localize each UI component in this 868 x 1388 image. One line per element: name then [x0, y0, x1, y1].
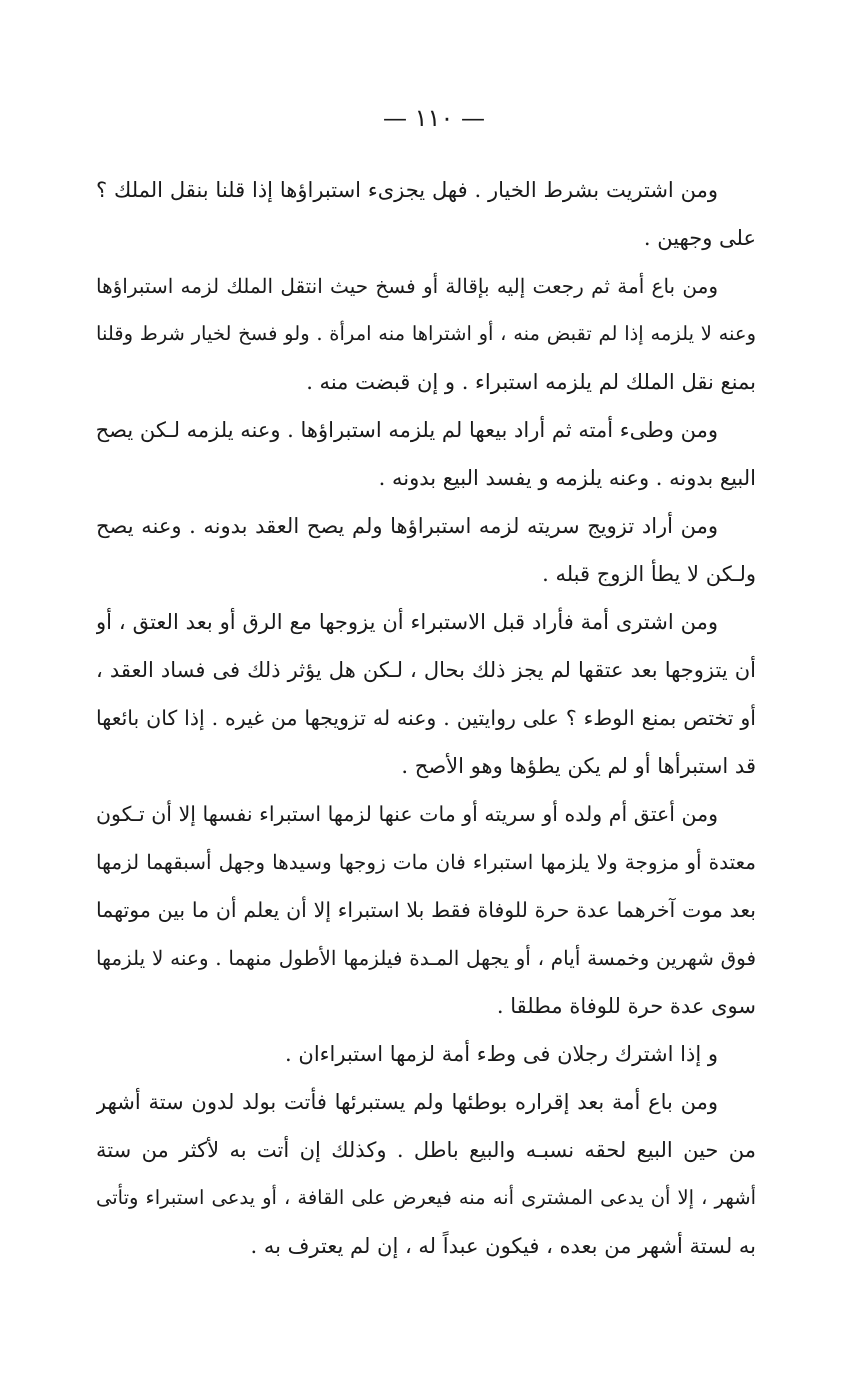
text-line: سوى عدة حرة للوفاة مطلقا . [496, 994, 756, 1018]
text-line: ومن وطىء أمته ثم أراد بيعها لم يلزمه استبراؤها . وعنه يلزمه لـكن يصح [96, 418, 718, 442]
body-text [96, 166, 756, 1270]
text-line: على وجهين . [643, 226, 756, 250]
text-line: البيع بدونه . وعنه يلزمه و يفسد البيع بدونه . [378, 466, 756, 490]
text-line: ولـكن لا يطأ الزوج قبله . [542, 562, 756, 586]
text-line: قد استبرأها أو لم يكن يطؤها وهو الأصح . [401, 754, 756, 778]
text-line: من حين البيع لحقه نسبـه والبيع باطل . وكذلك إن أتت به لأكثر من ستة [96, 1138, 756, 1162]
text-line: أو تختص بمنع الوطء ؟ على روايتين . وعنه له تزويجها من غيره . إذا كان بائعها [96, 706, 756, 730]
text-line: أن يتزوجها بعد عتقها لم يجز ذلك بحال ، لـكن هل يؤثر ذلك فى فساد العقد ، [96, 658, 756, 682]
text-line: فوق شهرين وخمسة أيام ، أو يجهل المـدة فيلزمها الأطول منهما . وعنه لا يلزمها [96, 946, 756, 970]
text-line: ومن أعتق أم ولده أو سريته أو مات عنها لزمها استبراء نفسها إلا أن تـكون [96, 802, 718, 826]
text-line: و إذا اشترك رجلان فى وطء أمة لزمها استبراءان . [285, 1042, 718, 1066]
text-line: به لستة أشهر من بعده ، فيكون عبداً له ، إن لم يعترف به . [250, 1234, 756, 1258]
text-line: معتدة أو مزوجة ولا يلزمها استبراء فان مات زوجها وسيدها وجهل أسبقهما لزمها [96, 850, 756, 874]
text-line: ومن أراد تزويج سريته لزمه استبراؤها ولم يصح العقد بدونه . وعنه يصح [96, 514, 718, 538]
text-line: أشهر ، إلا أن يدعى المشترى أنه منه فيعرض على القافة ، أو يدعى استبراء وتأتى [96, 1186, 756, 1209]
text-line: بعد موت آخرهما عدة حرة للوفاة فقط بلا استبراء إلا أن يعلم أن ما بين موتهما [96, 898, 756, 922]
text-line: بمنع نقل الملك لم يلزمه استبراء . و إن قبضت منه . [306, 370, 756, 394]
text-line: ومن باع أمة بعد إقراره بوطئها ولم يستبرئها فأتت بولد لدون ستة أشهر [96, 1090, 718, 1114]
page-number: — ١١٠ — [383, 104, 485, 132]
text-line: ومن اشتريت بشرط الخيار . فهل يجزىء استبراؤها إذا قلنا بنقل الملك ؟ [96, 178, 718, 202]
text-line: ومن اشترى أمة فأراد قبل الاستبراء أن يزوجها مع الرق أو بعد العتق ، أو [96, 610, 718, 634]
text-line: ومن باع أمة ثم رجعت إليه بإقالة أو فسخ حيث انتقل الملك لزمه استبراؤها [96, 274, 718, 298]
text-line: وعنه لا يلزمه إذا لم تقبض منه ، أو اشتراها منه امرأة . ولو فسخ لخيار شرط وقلنا [96, 322, 756, 345]
